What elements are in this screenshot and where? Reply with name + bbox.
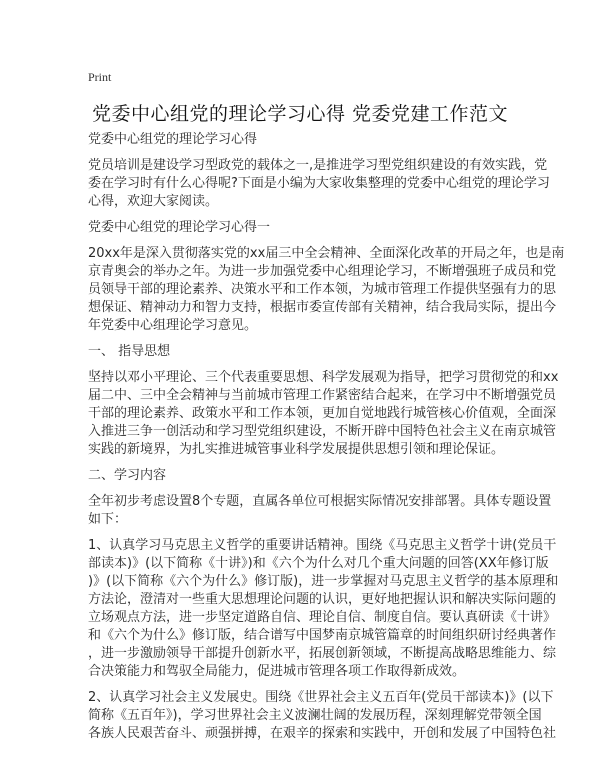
text-line: 1、认真学习马克思主义哲学的重要讲话精神。围绕《马克思主义哲学十讲(党员干 [88, 538, 557, 553]
text-line: 委在学习时有什么心得呢?下面是小编为大家收集整理的党委中心组党的理论学习 [88, 176, 550, 191]
text-line: 京青奥会的举办之年。为进一步加强党委中心组理论学习，不断增强班子成员和党 [88, 264, 557, 279]
print-link[interactable]: Print [88, 70, 112, 84]
text-line: 二、学习内容 [88, 468, 167, 483]
body-paragraph [88, 537, 559, 681]
text-line: 和《六个为什么》修订版，结合谱写中国梦南京城管篇章的时间组织研讨经典著作 [88, 628, 557, 643]
text-line: )》(以下简称《六个为什么》修订版)，进一步掌握对马克思主义哲学的基本原理和 [88, 574, 559, 589]
section-heading [88, 219, 528, 237]
intro-paragraph [88, 157, 550, 211]
text-line: 党委中心组党的理论学习心得一 [88, 220, 271, 235]
text-line: 简称《五百年》)，学习世界社会主义波澜壮阔的发展历程，深刻理解党带领全国 [88, 708, 542, 723]
text-line: 各族人民艰苦奋斗、顽强拼搏，在艰辛的探索和实践中，开创和发展了中国特色社 [88, 726, 557, 741]
text-line: 立场观点方法，进一步坚定道路自信、理论自信、制度自信。要认真研读《十讲》 [88, 610, 557, 625]
text-line: 干部的理论素养、政策水平和工作本领，更加自觉地践行城管核心价值观，全面深 [88, 406, 557, 421]
text-line: 方法论，澄清对一些重大思想理论问题的认识，更好地把握认识和解决实际问题的 [88, 592, 557, 607]
text-line: 坚持以邓小平理论、三个代表重要思想、科学发展观为指导，把学习贯彻党的和xx [88, 370, 559, 385]
body-paragraph [88, 493, 552, 529]
text-line: 部读本)》(以下简称《十讲》)和《六个为什么对几个重大问题的回答(XX年修订版 [88, 556, 549, 571]
section-heading [88, 467, 528, 485]
text-line: 届二中、三中全会精神与当前城市管理工作紧密结合起来，在学习中不断增强党员 [88, 388, 557, 403]
text-line: 全年初步考虑设置8个专题，直属各单位可根据实际情况安排部署。具体专题设置 [88, 494, 552, 509]
text-line: 20xx年是深入贯彻落实党的xx届三中全会精神、全面深化改革的开局之年，也是南 [88, 246, 565, 261]
text-line: 合决策能力和驾驭全局能力，促进城市管理各项工作取得新成效。 [88, 664, 466, 679]
section-heading [88, 343, 528, 361]
body-paragraph [88, 369, 559, 459]
text-line: 年党委中心组理论学习意见。 [88, 318, 258, 333]
text-line: 一、 指导思想 [88, 344, 171, 359]
text-line: 入推进三争一创活动和学习型党组织建设，不断开辟中国特色社会主义在南京城管 [88, 424, 557, 439]
text-line: 想保证、精神动力和智力支持，根据市委宣传部有关精神，结合我局实际，提出今 [88, 300, 557, 315]
text-line: ，进一步激励领导干部提升创新水平，拓展创新领域，不断提高战略思维能力、综 [88, 646, 557, 661]
section-subtitle [88, 131, 528, 149]
body-paragraph [88, 689, 557, 743]
text-line: 2、认真学习社会主义发展史。围绕《世界社会主义五百年(党员干部读本)》(以下 [88, 690, 554, 705]
text-line: 如下： [88, 512, 128, 527]
text-line: 党委中心组党的理论学习心得 [88, 132, 258, 147]
text-line: 实践的新境界，为扎实推进城管事业科学发展提供思想引领和理论保证。 [88, 442, 505, 457]
page-title: 党委中心组党的理论学习心得 党委党建工作范文 [91, 103, 509, 125]
body-paragraph [88, 245, 565, 335]
document-body [88, 131, 565, 751]
text-line: 党员培训是建设学习型政党的载体之一,是推进学习型党组织建设的有效实践，党 [88, 158, 548, 173]
text-line: 员领导干部的理论素养、决策水平和工作本领，为城市管理工作提供坚强有力的思 [88, 282, 557, 297]
text-line: 心得，欢迎大家阅读。 [88, 194, 219, 209]
